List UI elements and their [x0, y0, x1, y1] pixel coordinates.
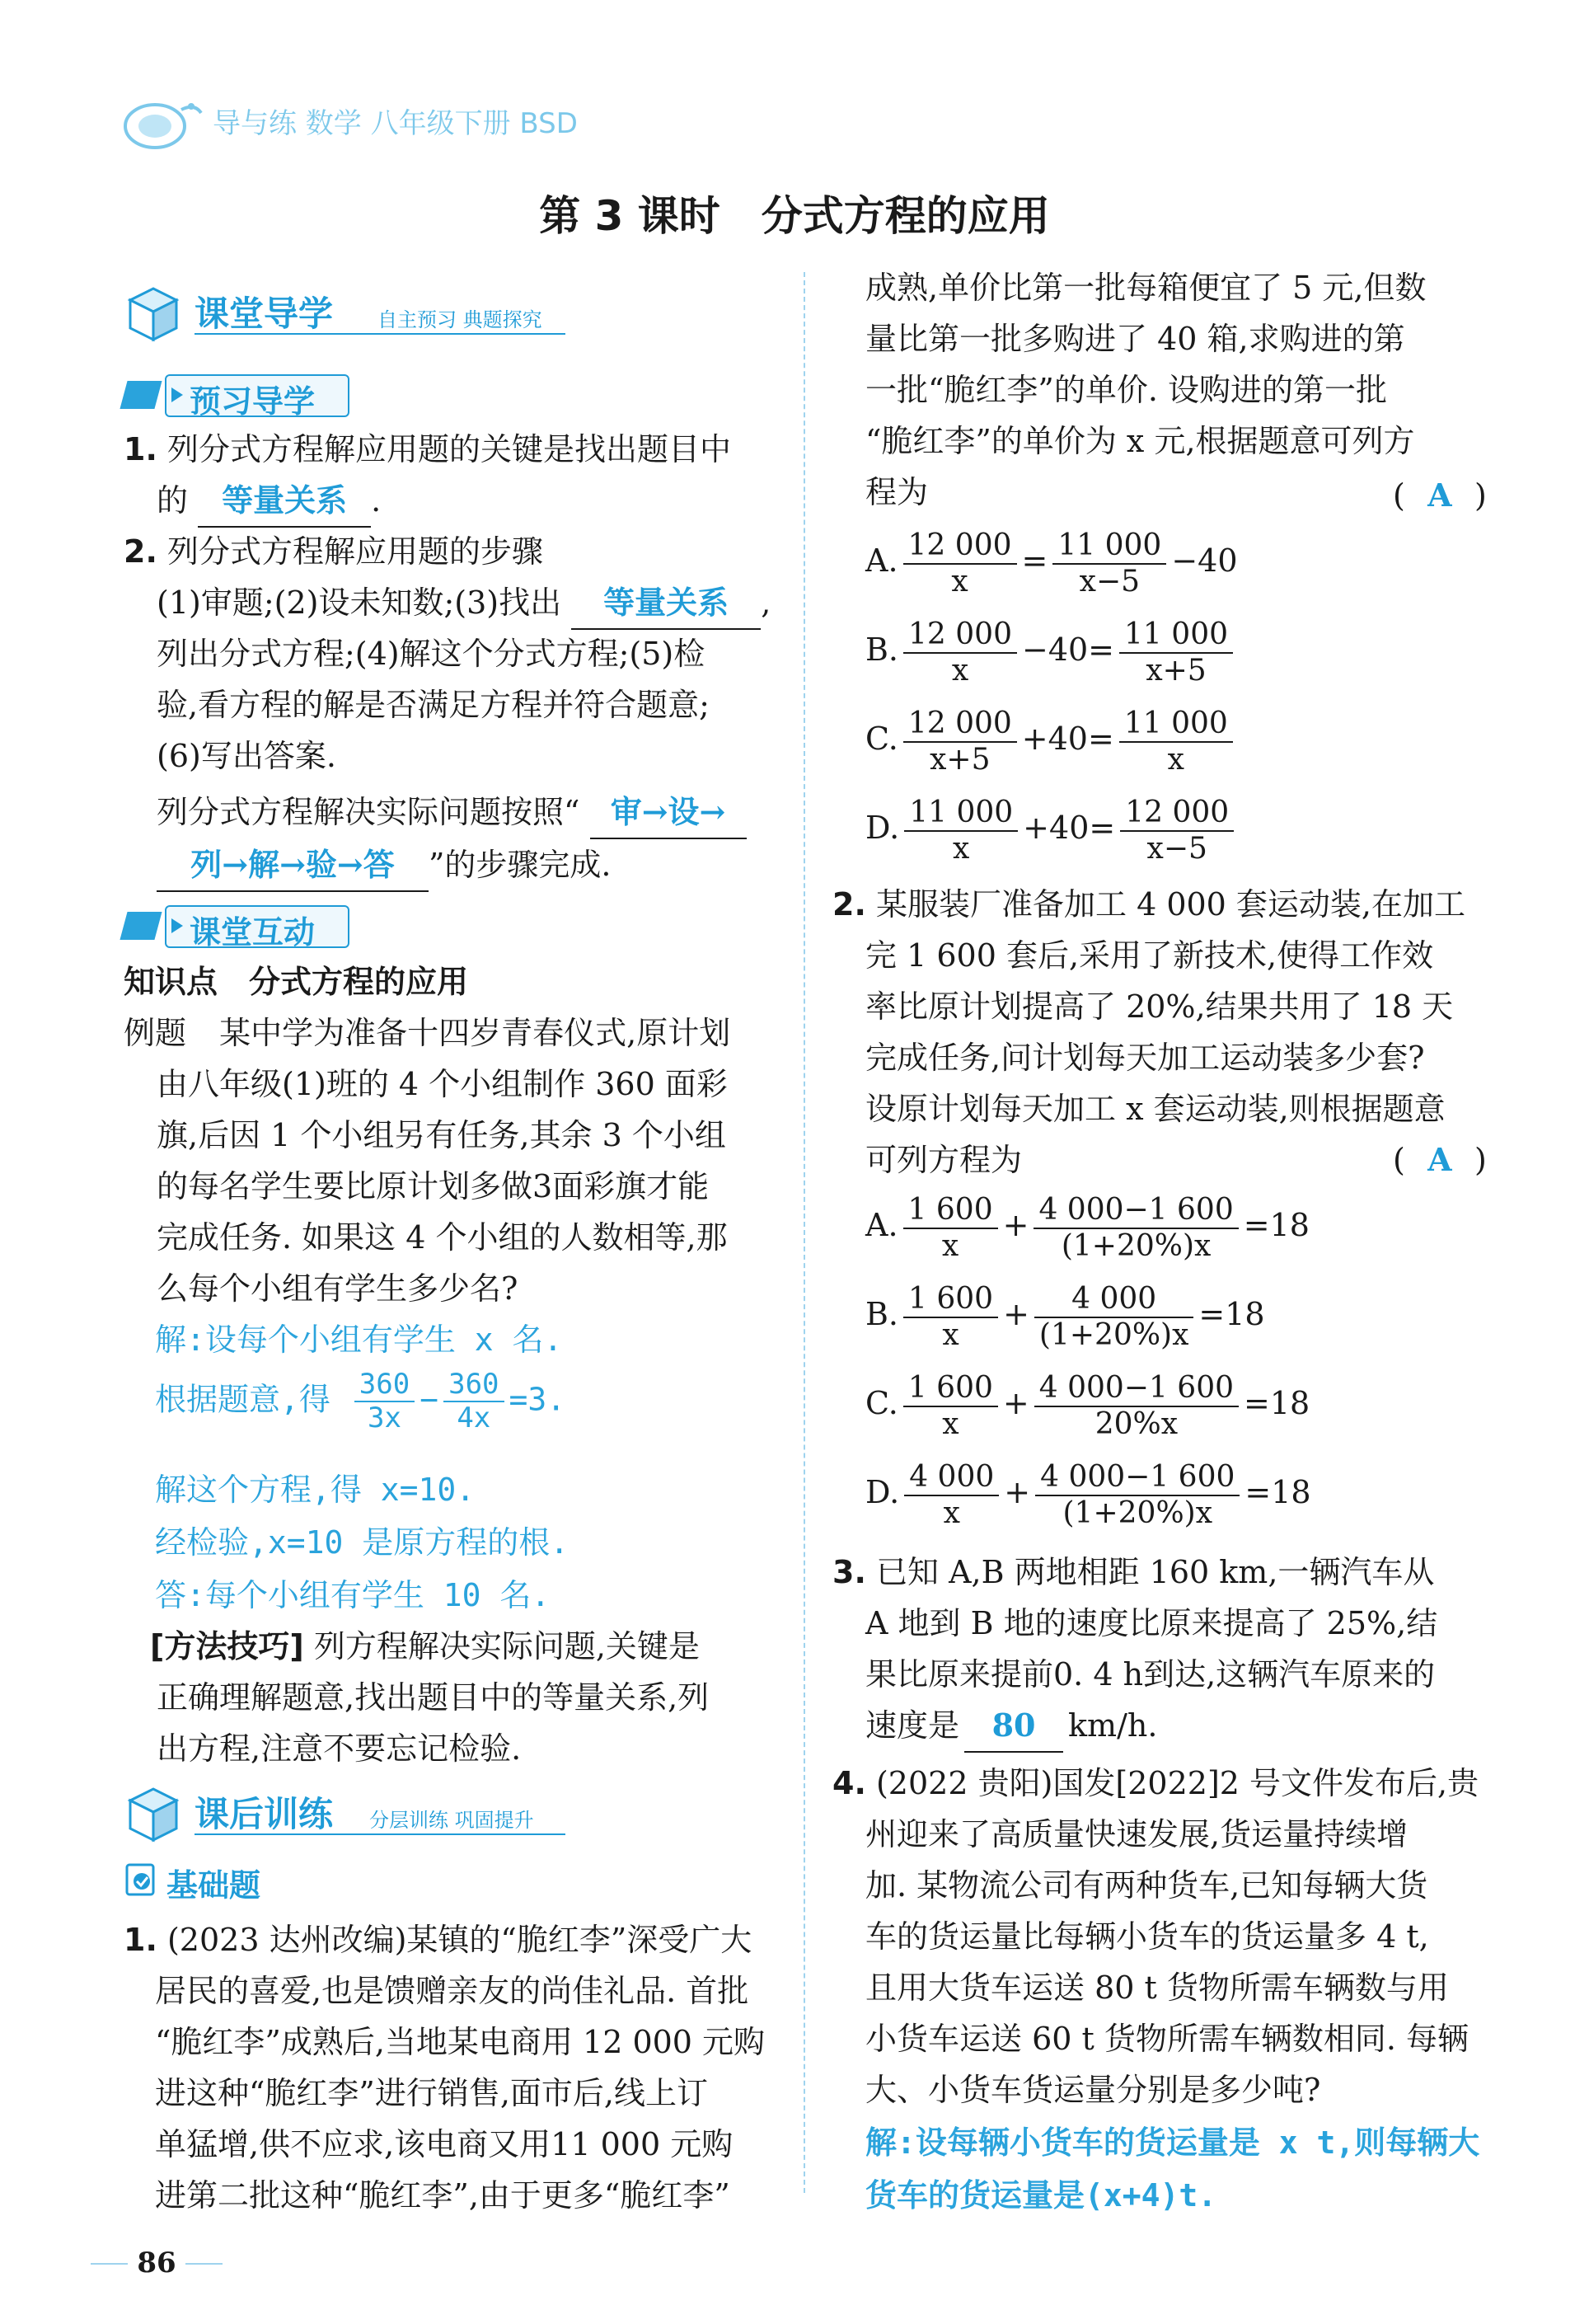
- pencil-icon: [120, 381, 162, 409]
- q1-line-1: 1. (2023 达州改编)某镇的“脆红李”深受广大: [124, 1922, 752, 1958]
- pencil-icon: [120, 912, 162, 940]
- q2-answer: A: [1427, 1141, 1452, 1178]
- q1-line-5: 单猛增,供不应求,该电商又用11 000 元购: [155, 2126, 734, 2162]
- section-banner-classroom: [122, 282, 567, 345]
- q3-line-1: 3. 已知 A,B 两地相距 160 km,一辆汽车从: [832, 1554, 1435, 1590]
- preview-q2-l6: 列→解→验→答 ”的步骤完成.: [157, 839, 612, 892]
- q2-option-a: A. $\frac{1 600}{x}$ + $\frac{4 000-1 600}{(1+20\%)x}$ =18: [865, 1193, 1310, 1263]
- preview-q1-line2: 的 等量关系 .: [157, 475, 381, 528]
- example-line-3: 旗,后因 1 个小组另有任务,其余 3 个小组: [157, 1117, 726, 1153]
- example-line-2: 由八年级(1)班的 4 个小组制作 360 面彩: [157, 1066, 728, 1102]
- q3-line-2: A 地到 B 地的速度比原来提高了 25%,结: [865, 1605, 1438, 1641]
- triangle-icon: [171, 387, 183, 402]
- preview-q2-l3: 验,看方程的解是否满足方程并符合题意;: [157, 687, 710, 723]
- q4-line-1: 4. (2022 贵阳)国发[2022]2 号文件发布后,贵: [832, 1765, 1479, 1801]
- fraction: $\frac{360}{3x}$: [354, 1369, 415, 1434]
- answer-q1: 等量关系: [222, 481, 348, 519]
- section-banner-after: [122, 1782, 567, 1845]
- subsection-interaction: [124, 904, 371, 951]
- fraction: $\frac{360}{4x}$: [443, 1369, 504, 1434]
- knowledge-title: 知识点 分式方程的应用: [124, 964, 469, 1000]
- q1-line-6: 进第二批这种“脆红李”,由于更多“脆红李”: [155, 2177, 730, 2214]
- q2-line-5: 设原计划每天加工 x 套运动装,则根据题意: [865, 1091, 1446, 1127]
- q1-answer: A: [1427, 477, 1452, 514]
- column-divider: [804, 272, 805, 2193]
- q1-option-a: A. $\frac{12 000}{x}$ = $\frac{11 000}{x-5}$ −40: [865, 528, 1238, 599]
- solution-line-4: 经检验,x=10 是原方程的根.: [155, 1524, 570, 1561]
- triangle-icon: [171, 918, 183, 933]
- example-line-4: 的每名学生要比原计划多做3面彩旗才能: [157, 1168, 710, 1204]
- q2-option-b: B. $\frac{1 600}{x}$ + $\frac{4 000}{(1+20\%)x}$ =18: [865, 1282, 1265, 1352]
- q2-answer-bracket: ( A ): [1393, 1134, 1487, 1185]
- check-icon: [124, 1862, 160, 1898]
- q2-line-2: 完 1 600 套后,采用了新技术,使得工作效: [865, 937, 1434, 974]
- answer-q2-b: 审→设→: [610, 793, 726, 830]
- q1-right-line-3: 一批“脆红李”的单价. 设购进的第一批: [865, 372, 1388, 408]
- q1-option-c: C. $\frac{12 000}{x+5}$ +40= $\frac{11 000}{x}$: [865, 697, 1238, 780]
- q4-solution-1: 解:设每辆小货车的货运量是 x t,则每辆大: [865, 2124, 1480, 2161]
- preview-q2-l5: 列分式方程解决实际问题按照“ 审→设→: [157, 786, 747, 839]
- q1-option-b: B. $\frac{12 000}{x}$ −40= $\frac{11 000}{x+5}$: [865, 608, 1238, 691]
- section-title-after: 课后训练: [195, 1794, 334, 1834]
- section-subtitle-after: 分层训练 巩固提升: [369, 1809, 534, 1832]
- q3-line-4: 速度是 80 km/h.: [865, 1700, 1157, 1753]
- subsection-title-interaction: 课堂互动: [190, 914, 316, 951]
- cube-icon: [122, 282, 185, 345]
- page-number: 86: [91, 2242, 223, 2284]
- method-tips-line-3: 出方程,注意不要忘记检验.: [157, 1730, 522, 1767]
- subsection-basic: [124, 1858, 338, 1904]
- page-title: 第 3 课时 分式方程的应用: [539, 192, 1050, 240]
- q1-right-line-4: “脆红李”的单价为 x 元,根据题意可列方: [865, 423, 1415, 459]
- subsection-preview: [124, 373, 371, 420]
- solution-line-2: 根据题意,得 $\frac{360}{3x}$ − $\frac{360}{4x}$ =3.: [155, 1368, 566, 1435]
- q2-line-3: 率比原计划提高了 20%,结果共用了 18 天: [865, 988, 1454, 1025]
- q1-option-d: D. $\frac{11 000}{x}$ +40= $\frac{12 000}{x-5}$: [865, 786, 1239, 869]
- preview-q2-l2: 列出分式方程;(4)解这个分式方程;(5)检: [157, 636, 705, 672]
- q3-answer: 80: [991, 1707, 1036, 1744]
- subsection-title-preview: 预习导学: [190, 383, 316, 420]
- answer-q2-c: 列→解→验→答: [190, 846, 395, 883]
- q4-solution-2: 货车的货运量是(x+4)t.: [865, 2177, 1217, 2214]
- q4-line-2: 州迎来了高质量快速发展,货运量持续增: [865, 1816, 1409, 1852]
- method-tips-line-1: [方法技巧] 列方程解决实际问题,关键是: [150, 1628, 700, 1664]
- series-title: 导与练 数学 八年级下册 BSD: [213, 107, 578, 140]
- q3-line-3: 果比原来提前0. 4 h到达,这辆汽车原来的: [865, 1656, 1436, 1693]
- preview-q2-l1: (1)审题;(2)设未知数;(3)找出 等量关系 ,: [157, 577, 771, 630]
- q1-answer-bracket: ( A ): [1393, 470, 1487, 521]
- q1-right-line-1: 成熟,单价比第一批每箱便宜了 5 元,但数: [865, 270, 1427, 306]
- example-line-1: 例题 某中学为准备十四岁青春仪式,原计划: [124, 1015, 731, 1051]
- solution-line-1: 解:设每个小组有学生 x 名.: [155, 1322, 563, 1358]
- solution-line-3: 解这个方程,得 x=10.: [155, 1472, 476, 1508]
- q4-line-7: 大、小货车货运量分别是多少吨?: [865, 2072, 1321, 2108]
- section-subtitle-classroom: 自主预习 典题探究: [377, 308, 542, 331]
- example-line-5: 完成任务. 如果这 4 个小组的人数相等,那: [157, 1219, 728, 1256]
- q2-option-d: D. $\frac{4 000}{x}$ + $\frac{4 000-1 600}{(1+20\%)x}$ =18: [865, 1460, 1311, 1530]
- solution-line-5: 答:每个小组有学生 10 名.: [155, 1577, 551, 1613]
- q2-option-c: C. $\frac{1 600}{x}$ + $\frac{4 000-1 600}{20\%x}$ =18: [865, 1371, 1310, 1441]
- subsection-title-basic: 基础题: [166, 1867, 261, 1904]
- q1-right-line-5: 程为: [865, 474, 929, 510]
- answer-q2-a: 等量关系: [603, 584, 729, 621]
- q4-line-5: 且用大货车运送 80 t 货物所需车辆数与用: [865, 1970, 1449, 2006]
- q4-line-4: 车的货运量比每辆小货车的货运量多 4 t,: [865, 1918, 1429, 1955]
- q1-line-3: “脆红李”成熟后,当地某电商用 12 000 元购: [155, 2024, 766, 2060]
- preview-q2: 2. 列分式方程解应用题的步骤: [124, 533, 543, 570]
- q2-line-1: 2. 某服装厂准备加工 4 000 套运动装,在加工: [832, 886, 1466, 923]
- preview-q1: 1. 列分式方程解应用题的关键是找出题目中: [124, 431, 731, 467]
- method-tips-line-2: 正确理解题意,找出题目中的等量关系,列: [157, 1679, 710, 1716]
- section-title-classroom: 课堂导学: [195, 293, 334, 334]
- q2-line-4: 完成任务,问计划每天加工运动装多少套?: [865, 1040, 1425, 1076]
- preview-q2-l4: (6)写出答案.: [157, 738, 336, 774]
- example-line-6: 么每个小组有学生多少名?: [157, 1270, 518, 1307]
- series-logo-icon: [115, 95, 206, 153]
- q4-line-6: 小货车运送 60 t 货物所需车辆数相同. 每辆: [865, 2021, 1469, 2057]
- q1-right-line-2: 量比第一批多购进了 40 箱,求购进的第: [865, 321, 1405, 357]
- q1-line-2: 居民的喜爱,也是馈赠亲友的尚佳礼品. 首批: [155, 1973, 749, 2009]
- q2-line-6: 可列方程为: [865, 1142, 1023, 1178]
- q4-line-3: 加. 某物流公司有两种货车,已知每辆大货: [865, 1867, 1428, 1904]
- q1-line-4: 进这种“脆红李”进行销售,面市后,线上订: [155, 2075, 709, 2111]
- cube-icon: [122, 1782, 185, 1845]
